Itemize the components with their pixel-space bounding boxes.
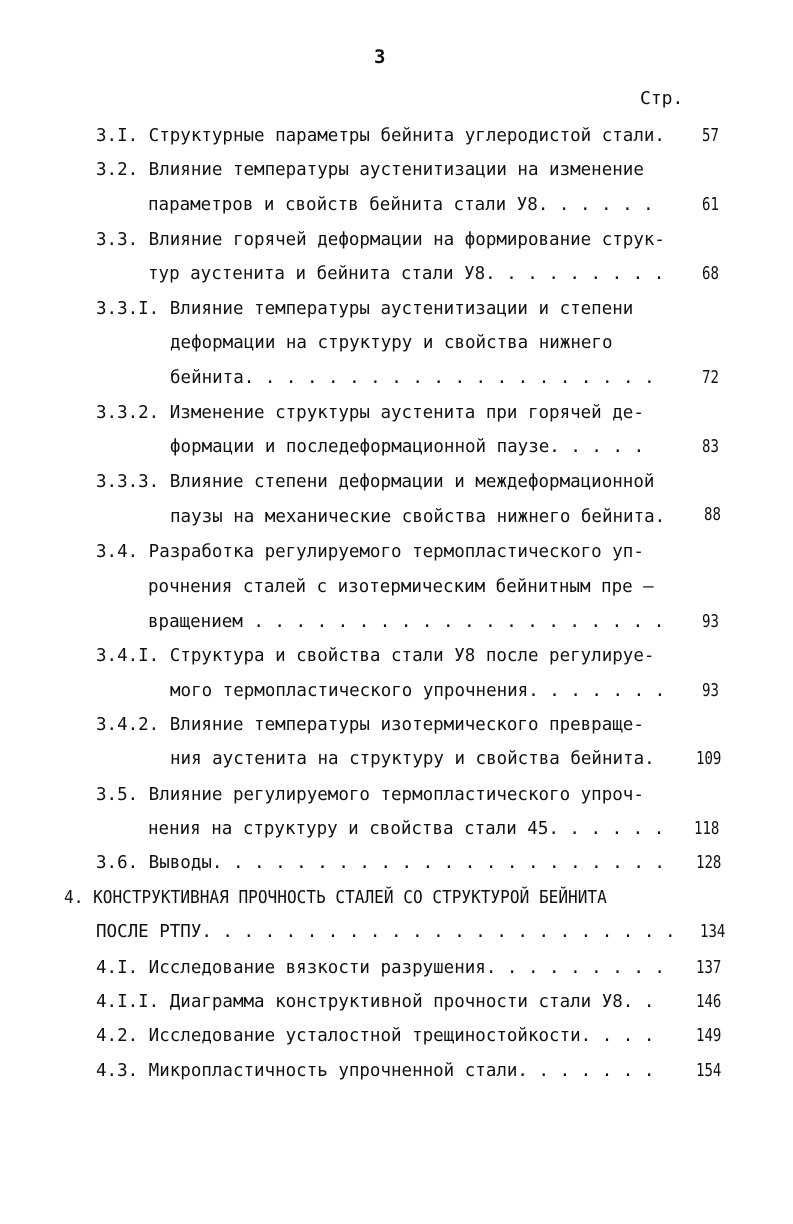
toc-line: параметров и свойств бейнита стали У8. . . . . .	[148, 195, 654, 215]
toc-line: бейнита. . . . . . . . . . . . . . . . . . . .	[170, 368, 655, 388]
page-number: 3	[374, 46, 386, 68]
page-column-label: Стр.	[640, 88, 684, 109]
toc-line: 4.2. Исследование усталостной трещиностойкости. . . .	[96, 1026, 655, 1046]
toc-page: 137	[696, 957, 722, 978]
toc-line: вращением . . . . . . . . . . . . . . . . . . . .	[148, 612, 665, 632]
toc-page: 93	[702, 611, 719, 632]
toc-line: 3.4.I. Структура и свойства стали У8 после регулируе-	[96, 646, 655, 666]
toc-page: 118	[694, 818, 720, 839]
toc-page: 88	[704, 504, 721, 525]
toc-line: 3.5. Влияние регулируемого термопластического упроч-	[96, 785, 644, 805]
toc-line: паузы на механические свойства нижнего бейнита.	[170, 507, 666, 527]
toc-line: 3.4.2. Влияние температуры изотермического превраще-	[96, 715, 644, 735]
toc-line: 4.3. Микропластичность упрочненной стали. . . . . . .	[96, 1061, 655, 1081]
toc-line: 3.I. Структурные параметры бейнита углеродистой стали.	[96, 126, 665, 146]
toc-page: 83	[702, 436, 719, 457]
toc-page: 134	[700, 921, 726, 942]
toc-line: нения на структуру и свойства стали 45. . . . . .	[148, 819, 665, 839]
toc-line: деформации на структуру и свойства нижнего	[170, 333, 613, 353]
toc-line: 3.3.I. Влияние температуры аустенитизации и степени	[96, 299, 634, 319]
toc-line: 4. КОНСТРУКТИВНАЯ ПРОЧНОСТЬ СТАЛЕЙ СО СТРУКТУРОЙ БЕЙНИТА	[64, 888, 607, 908]
toc-page: 57	[702, 125, 719, 146]
toc-page: 93	[702, 680, 719, 701]
toc-line: 3.3.2. Изменение структуры аустенита при горячей де-	[96, 403, 644, 423]
toc-page: 72	[702, 367, 719, 388]
toc-line: 3.2. Влияние температуры аустенитизации на изменение	[96, 160, 644, 180]
toc-line: 3.3.3. Влияние степени деформации и междеформационной	[96, 472, 655, 492]
toc-page: 146	[696, 991, 722, 1012]
toc-line: ния аустенита на структуру и свойства бейнита.	[170, 749, 655, 769]
toc-line: 4.I.I. Диаграмма конструктивной прочности стали У8. .	[96, 992, 655, 1012]
toc-line: 3.3. Влияние горячей деформации на формирование струк-	[96, 230, 665, 250]
toc-line: рочнения сталей с изотермическим бейнитным пре –	[148, 577, 654, 597]
toc-line: ПОСЛЕ РТПУ. . . . . . . . . . . . . . . . . . . . . . .	[96, 922, 676, 942]
toc-line: 4.I. Исследование вязкости разрушения. . . . . . . . .	[96, 958, 665, 978]
toc-page: 68	[702, 263, 719, 284]
toc-line: 3.4. Разработка регулируемого термопластического уп-	[96, 542, 644, 562]
toc-line: мого термопластического упрочнения. . . . . . .	[170, 681, 666, 701]
toc-page: 128	[696, 852, 722, 873]
toc-page: 154	[696, 1060, 722, 1081]
toc-page: 109	[696, 748, 722, 769]
toc-line: формации и последеформационной паузе. . . . .	[170, 437, 645, 457]
toc-page: 61	[702, 194, 719, 215]
toc-line: 3.6. Выводы. . . . . . . . . . . . . . . . . . . . . .	[96, 853, 665, 873]
toc-line: тур аустенита и бейнита стали У8. . . . . . . . .	[148, 264, 665, 284]
toc-page: 149	[696, 1025, 722, 1046]
